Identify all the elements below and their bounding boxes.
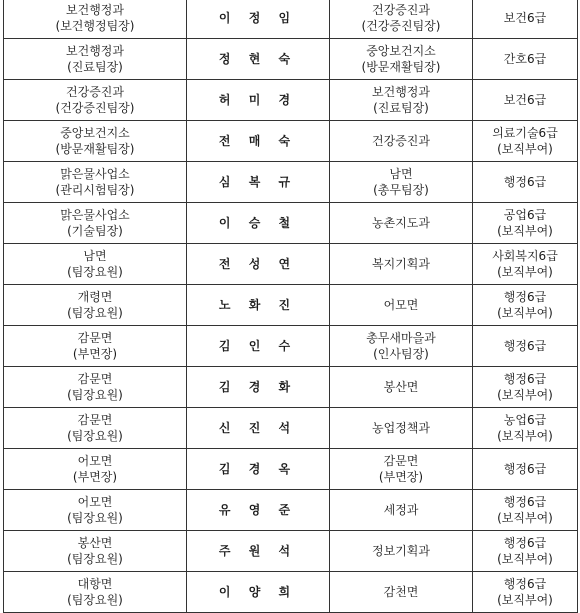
previous-post-cell bbox=[4, 572, 187, 613]
new-post-cell bbox=[330, 0, 473, 39]
employee-name-cell: 허 미 경 bbox=[187, 80, 330, 121]
new-post-cell bbox=[330, 572, 473, 613]
new-post-cell-line: (부면장) bbox=[378, 470, 424, 484]
table-row bbox=[4, 490, 578, 531]
previous-post-cell-line: 감문면 bbox=[77, 372, 113, 386]
grade-cell-line: (보직부여) bbox=[497, 388, 553, 402]
grade-cell-line: 공업6급 bbox=[503, 208, 547, 222]
grade-cell-line: 행정6급 bbox=[503, 462, 547, 476]
grade-cell bbox=[473, 244, 578, 285]
grade-cell-line: (보직부여) bbox=[497, 552, 553, 566]
previous-post-cell bbox=[4, 80, 187, 121]
previous-post-cell-line: (팀장요원) bbox=[67, 552, 123, 566]
new-post-cell bbox=[330, 203, 473, 244]
new-post-cell-line: 총무새마을과 bbox=[366, 331, 436, 345]
personnel-table-body bbox=[4, 0, 578, 613]
grade-cell-line: 행정6급 bbox=[503, 495, 547, 509]
employee-name-cell: 유 영 준 bbox=[187, 490, 330, 531]
previous-post-cell-line: 감문면 bbox=[77, 331, 113, 345]
previous-post-cell-line: (팀장요원) bbox=[67, 388, 123, 402]
grade-cell bbox=[473, 80, 578, 121]
previous-post-cell-line: 건강증진과 bbox=[66, 85, 124, 99]
table-row bbox=[4, 326, 578, 367]
grade-cell bbox=[473, 408, 578, 449]
grade-cell-line: (보직부여) bbox=[497, 265, 553, 279]
employee-name-cell: 노 화 진 bbox=[187, 285, 330, 326]
new-post-cell bbox=[330, 39, 473, 80]
previous-post-cell bbox=[4, 326, 187, 367]
employee-name-cell: 심 복 규 bbox=[187, 162, 330, 203]
new-post-cell bbox=[330, 121, 473, 162]
previous-post-cell-line: 개령면 bbox=[77, 290, 113, 304]
grade-cell-line: 농업6급 bbox=[503, 413, 547, 427]
previous-post-cell-line: 중앙보건지소 bbox=[60, 126, 130, 140]
grade-cell bbox=[473, 162, 578, 203]
grade-cell-line: 행정6급 bbox=[503, 339, 547, 353]
grade-cell bbox=[473, 39, 578, 80]
previous-post-cell-line: 어모면 bbox=[77, 495, 113, 509]
previous-post-cell-line: 어모면 bbox=[77, 454, 113, 468]
grade-cell-line: 행정6급 bbox=[503, 290, 547, 304]
table-row bbox=[4, 80, 578, 121]
previous-post-cell-line: (팀장요원) bbox=[67, 265, 123, 279]
new-post-cell bbox=[330, 326, 473, 367]
previous-post-cell-line: (건강증진팀장) bbox=[55, 101, 135, 115]
new-post-cell-line: (진료팀장) bbox=[373, 101, 429, 115]
grade-cell-line: 행정6급 bbox=[503, 175, 547, 189]
previous-post-cell-line: 맑은물사업소 bbox=[60, 167, 130, 181]
employee-name-cell: 전 성 연 bbox=[187, 244, 330, 285]
previous-post-cell-line: 보건행정과 bbox=[66, 44, 124, 58]
employee-name-cell: 정 현 숙 bbox=[187, 39, 330, 80]
new-post-cell-line: 남면 bbox=[389, 167, 413, 181]
grade-cell bbox=[473, 121, 578, 162]
grade-cell bbox=[473, 449, 578, 490]
employee-name-cell: 주 원 석 bbox=[187, 531, 330, 572]
table-row bbox=[4, 121, 578, 162]
new-post-cell bbox=[330, 244, 473, 285]
grade-cell bbox=[473, 0, 578, 39]
grade-cell-line: 간호6급 bbox=[503, 52, 547, 66]
new-post-cell-line: 농업정책과 bbox=[372, 421, 430, 435]
new-post-cell bbox=[330, 80, 473, 121]
previous-post-cell-line: (보건행정팀장) bbox=[55, 19, 135, 33]
employee-name-cell: 전 매 숙 bbox=[187, 121, 330, 162]
new-post-cell bbox=[330, 490, 473, 531]
table-row bbox=[4, 572, 578, 613]
new-post-cell-line: (총무팀장) bbox=[373, 183, 429, 197]
new-post-cell-line: 농촌지도과 bbox=[372, 216, 430, 230]
table-row bbox=[4, 39, 578, 80]
previous-post-cell-line: 봉산면 bbox=[77, 536, 113, 550]
table-row bbox=[4, 203, 578, 244]
table-row bbox=[4, 0, 578, 39]
previous-post-cell-line: 보건행정과 bbox=[66, 3, 124, 17]
grade-cell-line: (보직부여) bbox=[497, 511, 553, 525]
grade-cell-line: (보직부여) bbox=[497, 429, 553, 443]
table-row bbox=[4, 531, 578, 572]
new-post-cell-line: 건강증진과 bbox=[372, 3, 430, 17]
new-post-cell bbox=[330, 408, 473, 449]
grade-cell-line: (보직부여) bbox=[497, 593, 553, 607]
grade-cell-line: 의료기술6급 bbox=[492, 126, 558, 140]
grade-cell-line: 보건6급 bbox=[503, 93, 547, 107]
previous-post-cell-line: (팀장요원) bbox=[67, 306, 123, 320]
grade-cell-line: (보직부여) bbox=[497, 224, 553, 238]
employee-name-cell: 김 인 수 bbox=[187, 326, 330, 367]
grade-cell-line: (보직부여) bbox=[497, 142, 553, 156]
previous-post-cell bbox=[4, 490, 187, 531]
grade-cell-line: (보직부여) bbox=[497, 306, 553, 320]
grade-cell-line: 행정6급 bbox=[503, 536, 547, 550]
previous-post-cell bbox=[4, 408, 187, 449]
grade-cell bbox=[473, 285, 578, 326]
new-post-cell bbox=[330, 531, 473, 572]
previous-post-cell-line: 남면 bbox=[83, 249, 107, 263]
grade-cell bbox=[473, 531, 578, 572]
employee-name-cell: 김 경 화 bbox=[187, 367, 330, 408]
previous-post-cell bbox=[4, 449, 187, 490]
employee-name-cell: 이 정 임 bbox=[187, 0, 330, 39]
grade-cell bbox=[473, 572, 578, 613]
table-row bbox=[4, 244, 578, 285]
previous-post-cell-line: 감문면 bbox=[77, 413, 113, 427]
grade-cell-line: 행정6급 bbox=[503, 372, 547, 386]
new-post-cell-line: (건강증진팀장) bbox=[361, 19, 441, 33]
table-row bbox=[4, 367, 578, 408]
new-post-cell-line: 복지기획과 bbox=[372, 257, 430, 271]
employee-name-cell: 이 양 희 bbox=[187, 572, 330, 613]
previous-post-cell-line: (관리시험팀장) bbox=[55, 183, 135, 197]
new-post-cell-line: 보건행정과 bbox=[372, 85, 430, 99]
new-post-cell-line: (인사팀장) bbox=[373, 347, 429, 361]
new-post-cell bbox=[330, 285, 473, 326]
table-row bbox=[4, 408, 578, 449]
employee-name-cell: 이 승 철 bbox=[187, 203, 330, 244]
grade-cell-line: 행정6급 bbox=[503, 577, 547, 591]
grade-cell bbox=[473, 367, 578, 408]
previous-post-cell-line: (진료팀장) bbox=[67, 60, 123, 74]
grade-cell-line: 사회복지6급 bbox=[492, 249, 558, 263]
previous-post-cell bbox=[4, 162, 187, 203]
employee-name-cell: 신 진 석 bbox=[187, 408, 330, 449]
new-post-cell-line: 어모면 bbox=[383, 298, 419, 312]
employee-name-cell: 김 경 옥 bbox=[187, 449, 330, 490]
new-post-cell bbox=[330, 449, 473, 490]
new-post-cell-line: 봉산면 bbox=[383, 380, 419, 394]
grade-cell-line: 보건6급 bbox=[503, 11, 547, 25]
previous-post-cell-line: (기술팀장) bbox=[67, 224, 123, 238]
previous-post-cell-line: (팀장요원) bbox=[67, 429, 123, 443]
new-post-cell-line: 정보기획과 bbox=[372, 544, 430, 558]
previous-post-cell bbox=[4, 531, 187, 572]
grade-cell bbox=[473, 203, 578, 244]
previous-post-cell bbox=[4, 39, 187, 80]
new-post-cell bbox=[330, 162, 473, 203]
table-row bbox=[4, 449, 578, 490]
table-row bbox=[4, 285, 578, 326]
previous-post-cell-line: (방문재활팀장) bbox=[55, 142, 135, 156]
previous-post-cell-line: 대항면 bbox=[77, 577, 113, 591]
new-post-cell-line: 감문면 bbox=[383, 454, 419, 468]
previous-post-cell bbox=[4, 244, 187, 285]
previous-post-cell bbox=[4, 0, 187, 39]
new-post-cell-line: 중앙보건지소 bbox=[366, 44, 436, 58]
previous-post-cell bbox=[4, 285, 187, 326]
previous-post-cell-line: 맑은물사업소 bbox=[60, 208, 130, 222]
personnel-table bbox=[3, 0, 578, 613]
previous-post-cell bbox=[4, 121, 187, 162]
new-post-cell-line: 감천면 bbox=[383, 585, 419, 599]
previous-post-cell bbox=[4, 367, 187, 408]
previous-post-cell-line: (팀장요원) bbox=[67, 511, 123, 525]
new-post-cell-line: 건강증진과 bbox=[372, 134, 430, 148]
previous-post-cell-line: (팀장요원) bbox=[67, 593, 123, 607]
new-post-cell-line: 세정과 bbox=[383, 503, 419, 517]
previous-post-cell bbox=[4, 203, 187, 244]
new-post-cell-line: (방문재활팀장) bbox=[361, 60, 441, 74]
grade-cell bbox=[473, 326, 578, 367]
previous-post-cell-line: (부면장) bbox=[72, 470, 118, 484]
table-row bbox=[4, 162, 578, 203]
new-post-cell bbox=[330, 367, 473, 408]
previous-post-cell-line: (부면장) bbox=[72, 347, 118, 361]
grade-cell bbox=[473, 490, 578, 531]
